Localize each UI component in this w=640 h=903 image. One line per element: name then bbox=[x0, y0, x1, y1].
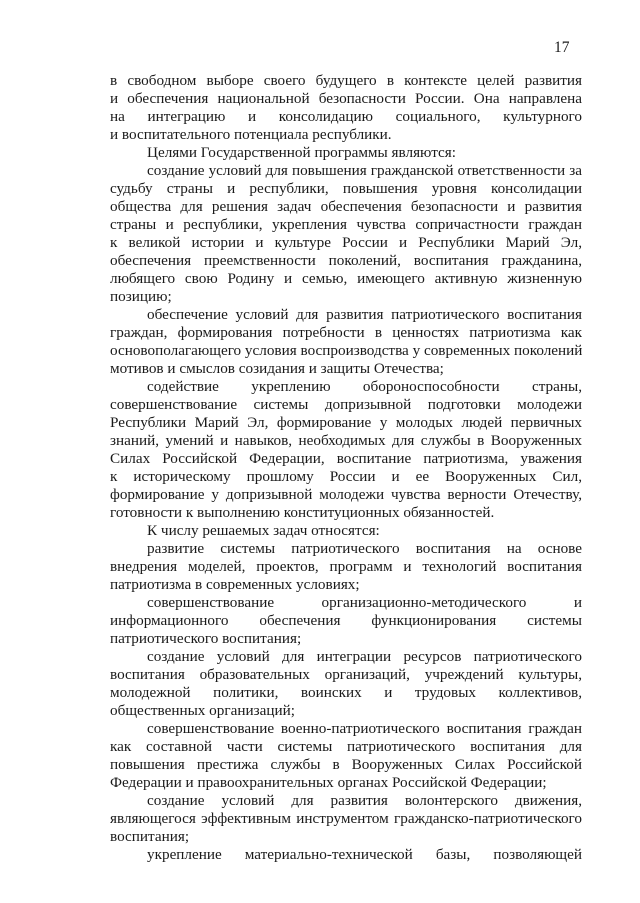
text-line: информационного обеспечения функционирования системы bbox=[110, 612, 582, 629]
text-line: совершенствование системы допризывной подготовки молодежи bbox=[110, 396, 582, 413]
text-line: создание условий для интеграции ресурсов патриотического bbox=[147, 648, 582, 665]
text-line: формирование у допризывной молодежи чувства верности Отечеству, bbox=[110, 486, 582, 503]
text-line: готовности к выполнению конституционных обязанностей. bbox=[110, 504, 495, 521]
text-line: общества для решения задач обеспечения безопасности и развития bbox=[110, 198, 582, 215]
text-line: и обеспечения национальной безопасности России. Она направлена bbox=[110, 90, 582, 107]
text-line: любящего свою Родину и семью, имеющего активную жизненную bbox=[110, 270, 582, 287]
text-line: содействие укреплению обороноспособности страны, bbox=[147, 378, 582, 395]
text-line: совершенствование организационно-методического и bbox=[147, 594, 582, 611]
text-line: на интеграцию и консолидацию социального, культурного bbox=[110, 108, 582, 125]
text-line: граждан, формирования потребности в ценностях патриотизма как bbox=[110, 324, 582, 341]
text-line: к историческому прошлому России и ее Вооруженных Сил, bbox=[110, 468, 582, 485]
text-line: и воспитательного потенциала республики. bbox=[110, 126, 392, 143]
text-line: в свободном выборе своего будущего в контексте целей развития bbox=[110, 72, 582, 89]
text-line: Силах Российской Федерации, воспитание патриотизма, уважения bbox=[110, 450, 582, 467]
text-line: мотивов и смыслов созидания и защиты Отечества; bbox=[110, 360, 444, 377]
text-line: обеспечение условий для развития патриотического воспитания bbox=[147, 306, 582, 323]
text-line: судьбу страны и республики, повышения уровня консолидации bbox=[110, 180, 582, 197]
text-line: патриотизма в современных условиях; bbox=[110, 576, 360, 593]
text-line: знаний, умений и навыков, необходимых для службы в Вооруженных bbox=[110, 432, 582, 449]
text-line: развитие системы патриотического воспитания на основе bbox=[147, 540, 582, 557]
text-line: являющегося эффективным инструментом гражданско-патриотического bbox=[110, 810, 582, 827]
text-line: Целями Государственной программы являются: bbox=[147, 144, 456, 161]
text-line: основополагающего условия воспроизводства у современных поколений bbox=[110, 342, 583, 359]
text-line: как составной части системы патриотического воспитания для bbox=[110, 738, 582, 755]
text-line: Федерации и правоохранительных органах Российской Федерации; bbox=[110, 774, 547, 791]
text-line: воспитания образовательных организаций, учреждений культуры, bbox=[110, 666, 582, 683]
text-line: внедрения моделей, проектов, программ и технологий воспитания bbox=[110, 558, 582, 575]
text-line: позицию; bbox=[110, 288, 172, 305]
document-body bbox=[110, 72, 582, 864]
text-line: создание условий для развития волонтерского движения, bbox=[147, 792, 582, 809]
text-line: молодежной политики, воинских и трудовых коллективов, bbox=[110, 684, 582, 701]
text-line: обеспечения преемственности поколений, воспитания гражданина, bbox=[110, 252, 582, 269]
text-line: создание условий для повышения гражданской ответственности за bbox=[147, 162, 582, 179]
text-line: укрепление материально-технической базы, позволяющей bbox=[147, 846, 582, 863]
page-number: 17 bbox=[554, 39, 570, 56]
text-line: патриотического воспитания; bbox=[110, 630, 302, 647]
text-line: совершенствование военно-патриотического воспитания граждан bbox=[147, 720, 582, 737]
text-line: Республики Марий Эл, формирование у молодых людей первичных bbox=[110, 414, 582, 431]
text-line: общественных организаций; bbox=[110, 702, 295, 719]
text-line: страны и республики, укрепления чувства сопричастности граждан bbox=[110, 216, 582, 233]
text-line: воспитания; bbox=[110, 828, 190, 845]
text-line: К числу решаемых задач относятся: bbox=[147, 522, 380, 539]
text-line: повышения престижа службы в Вооруженных Силах Российской bbox=[110, 756, 582, 773]
text-line: к великой истории и культуре России и Республики Марий Эл, bbox=[110, 234, 582, 251]
